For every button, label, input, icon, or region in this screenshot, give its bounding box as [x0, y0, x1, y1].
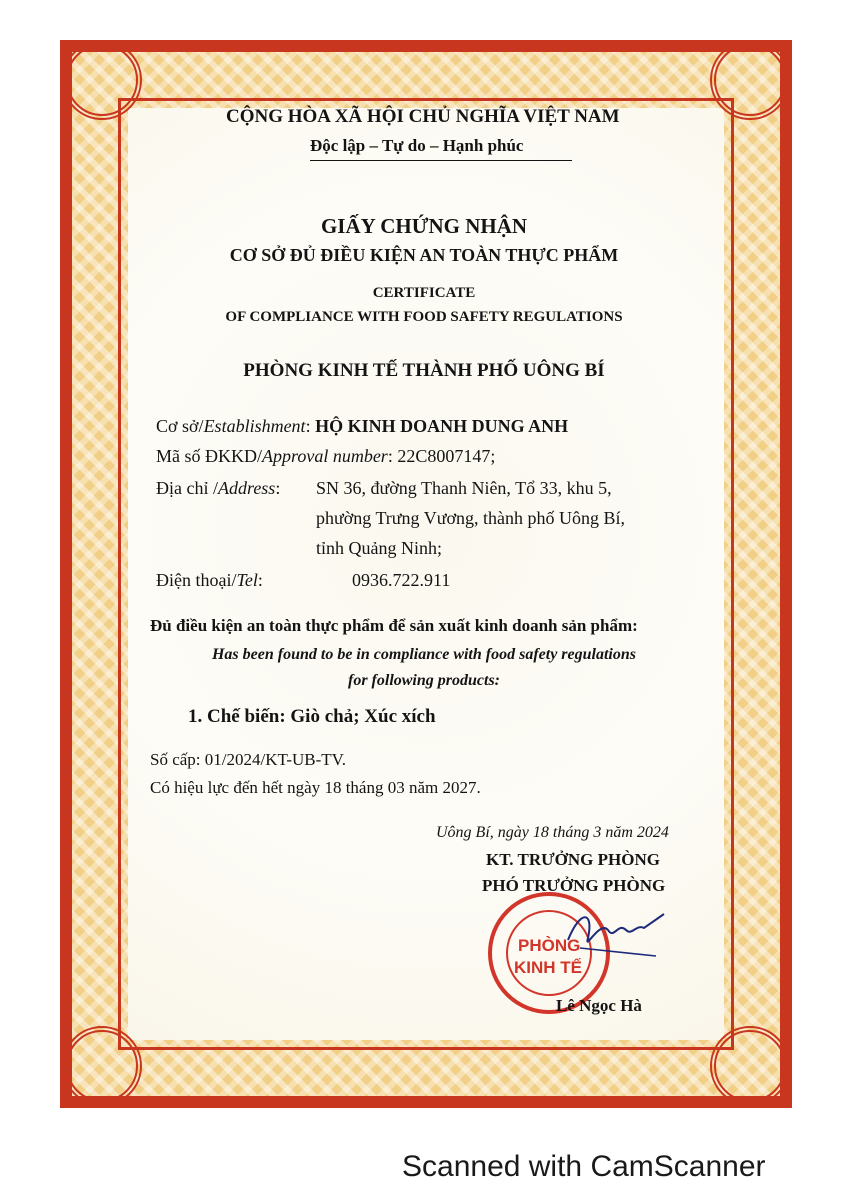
issuing-authority: PHÒNG KINH TẾ THÀNH PHỐ UÔNG BÍ — [243, 360, 605, 381]
tel-label: Điện thoại/Tel: — [156, 570, 263, 590]
tel-label-en: Tel — [236, 570, 258, 590]
address-label-vi: Địa chỉ / — [156, 478, 218, 498]
address-line-1: SN 36, đường Thanh Niên, Tổ 33, khu 5, — [316, 478, 612, 498]
product-item: 1. Chế biến: Giò chả; Xúc xích — [188, 706, 436, 727]
handwritten-signature — [560, 900, 670, 970]
validity: Có hiệu lực đến hết ngày 18 tháng 03 năm 2027. — [150, 778, 481, 797]
place-date: Uông Bí, ngày 18 tháng 3 năm 2024 — [436, 824, 669, 841]
tel-label-vi: Điện thoại/ — [156, 570, 237, 590]
corner-ornament-top-left — [62, 40, 142, 120]
compliance-statement-vi: Đủ điều kiện an toàn thực phẩm để sản xuất kinh doanh sản phẩm: — [150, 616, 638, 635]
approval-label-en: Approval number — [262, 446, 388, 466]
certificate-title-vi: GIẤY CHỨNG NHẬN — [320, 214, 528, 238]
establishment-label-vi: Cơ sở/ — [156, 416, 204, 436]
address-label-en: Address — [217, 478, 276, 498]
signatory-title-2: PHÓ TRƯỞNG PHÒNG — [482, 876, 666, 895]
signatory-name: Lê Ngọc Hà — [556, 996, 642, 1015]
corner-ornament-bottom-right — [710, 1026, 790, 1106]
corner-ornament-bottom-left — [62, 1026, 142, 1106]
certificate-title-en: CERTIFICATE — [372, 285, 476, 301]
establishment-label-en: Establishment — [203, 416, 306, 436]
issue-number: Số cấp: 01/2024/KT-UB-TV. — [150, 750, 346, 769]
scanner-footer: Scanned with CamScanner — [402, 1150, 766, 1183]
signatory-title-1: KT. TRƯỞNG PHÒNG — [486, 850, 660, 869]
certificate-subtitle-vi: CƠ SỞ ĐỦ ĐIỀU KIỆN AN TOÀN THỰC PHẨM — [229, 245, 619, 265]
establishment-value: HỘ KINH DOANH DUNG ANH — [315, 416, 569, 436]
address-line-3: tỉnh Quảng Ninh; — [316, 538, 442, 558]
motto: Độc lập – Tự do – Hạnh phúc — [310, 136, 524, 155]
address-label: Địa chỉ /Address: — [156, 478, 281, 498]
establishment-row: Cơ sở/Establishment: HỘ KINH DOANH DUNG ANH — [156, 416, 569, 436]
corner-ornament-top-right — [710, 40, 790, 120]
approval-value: 22C8007147; — [397, 446, 496, 466]
country-heading: CỘNG HÒA XÃ HỘI CHỦ NGHĨA VIỆT NAM — [226, 106, 620, 127]
compliance-statement-en-2: for following products: — [347, 672, 500, 689]
seal-text-2: KINH TẾ — [514, 958, 582, 977]
approval-label-vi: Mã số ĐKKD/ — [156, 446, 262, 466]
motto-underline — [310, 160, 572, 161]
tel-value: 0936.722.911 — [352, 570, 451, 590]
approval-row: Mã số ĐKKD/Approval number: 22C8007147; — [156, 446, 496, 466]
seal-text-1: PHÒNG — [518, 936, 581, 955]
certificate-subtitle-en: OF COMPLIANCE WITH FOOD SAFETY REGULATIONS — [225, 309, 623, 325]
address-line-2: phường Trưng Vương, thành phố Uông Bí, — [316, 508, 626, 528]
compliance-statement-en-1: Has been found to be in compliance with food safety regulations — [211, 646, 636, 663]
